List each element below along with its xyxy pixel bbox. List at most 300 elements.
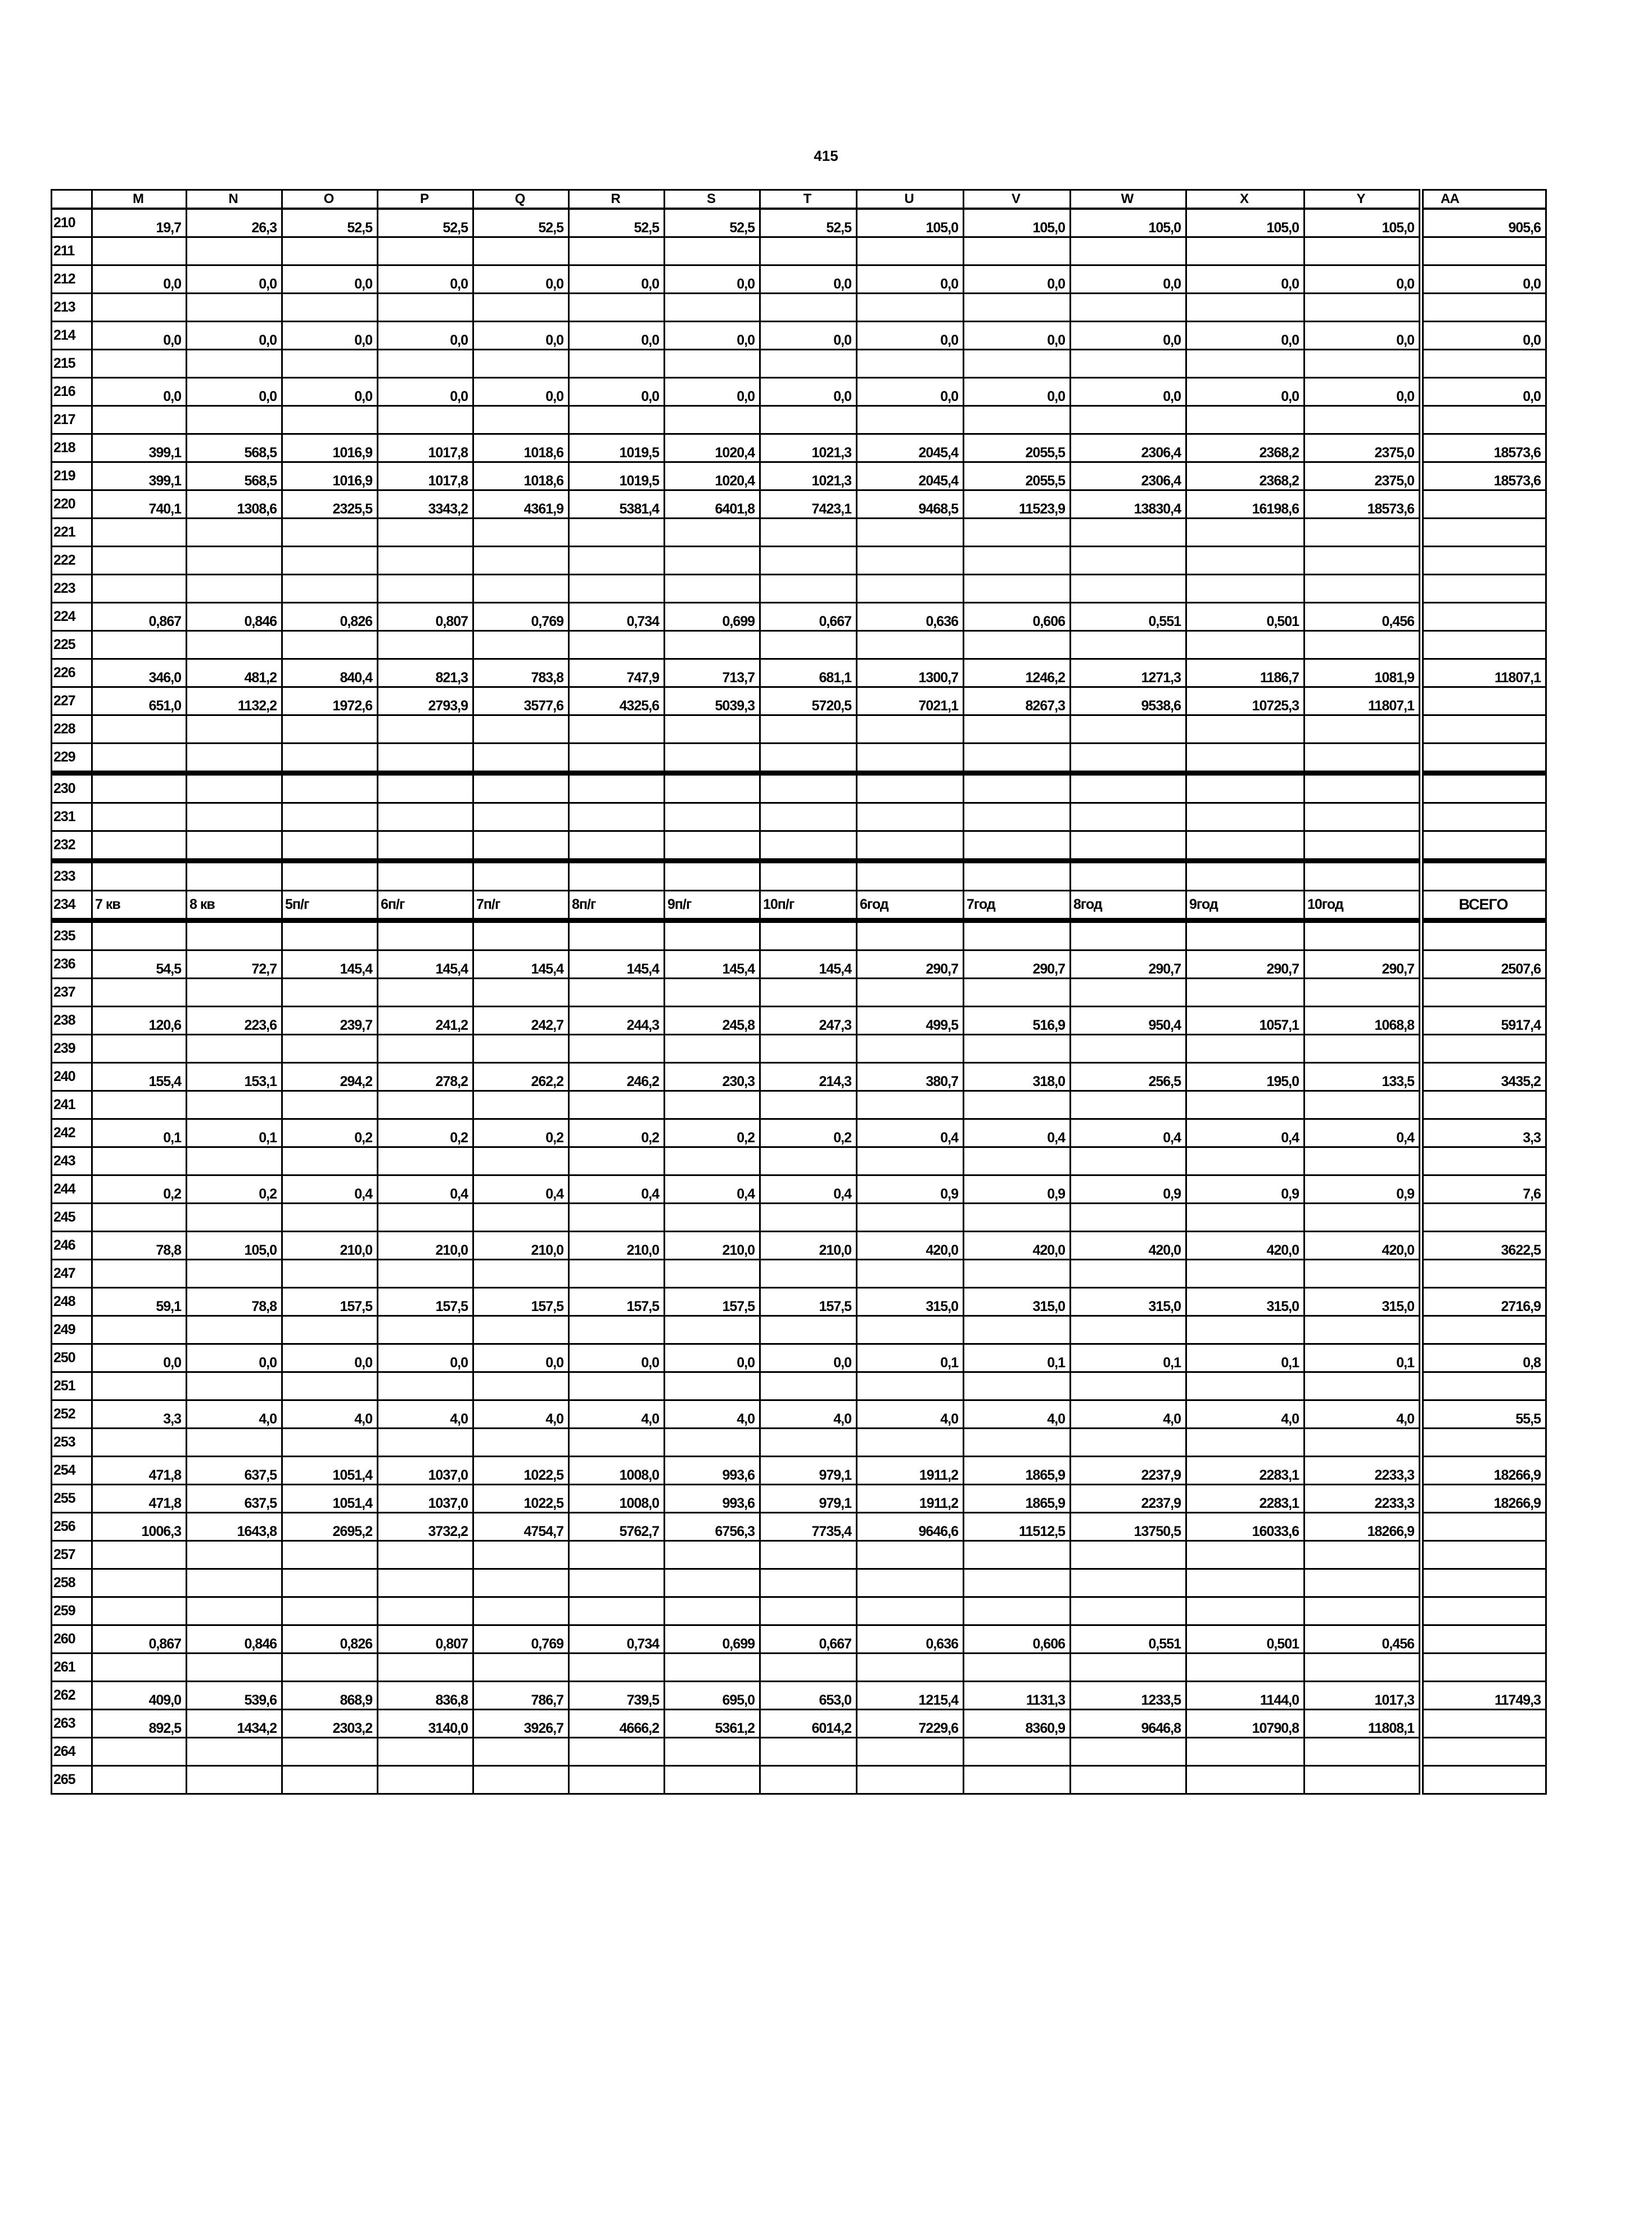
- table-row: [52, 1147, 1546, 1175]
- table-cell: 0,0: [1421, 378, 1546, 406]
- table-cell: 54,5: [92, 950, 187, 979]
- table-cell: 0,0: [964, 378, 1071, 406]
- table-cell: 0,0: [282, 265, 378, 294]
- column-header-row: [52, 190, 1546, 209]
- table-cell: [92, 831, 187, 861]
- row-number: 240: [52, 1063, 92, 1091]
- table-cell: [1305, 1147, 1421, 1175]
- table-cell: 52,5: [282, 209, 378, 237]
- table-cell: [964, 1541, 1071, 1569]
- table-row: [52, 294, 1546, 322]
- table-row: [52, 1063, 1546, 1091]
- table-cell: 18573,6: [1421, 434, 1546, 462]
- table-cell: [857, 1541, 964, 1569]
- table-cell: [92, 1654, 187, 1682]
- table-cell: [282, 631, 378, 659]
- column-header-y: Y: [1305, 190, 1421, 209]
- table-cell: [187, 406, 282, 434]
- table-cell: 105,0: [964, 209, 1071, 237]
- table-cell: [1186, 1597, 1305, 1625]
- table-cell: [378, 1429, 473, 1457]
- table-cell: [473, 1766, 569, 1794]
- table-cell: 4,0: [473, 1400, 569, 1429]
- table-cell: 2375,0: [1305, 462, 1421, 490]
- table-cell: [857, 519, 964, 547]
- table-cell: 0,1: [1186, 1344, 1305, 1372]
- table-row: [52, 631, 1546, 659]
- table-cell: 3732,2: [378, 1513, 473, 1541]
- table-cell: 0,2: [473, 1119, 569, 1147]
- table-cell: 145,4: [378, 950, 473, 979]
- table-cell: [857, 773, 964, 803]
- table-cell: 0,699: [665, 1625, 760, 1654]
- table-cell: [857, 1035, 964, 1063]
- row-number: 230: [52, 773, 92, 803]
- table-cell: 0,0: [1305, 265, 1421, 294]
- table-cell: [187, 1738, 282, 1766]
- table-cell: [378, 979, 473, 1007]
- table-cell: [282, 519, 378, 547]
- table-cell: 1051,4: [282, 1485, 378, 1513]
- table-cell: 420,0: [1071, 1232, 1186, 1260]
- table-cell: 4,0: [964, 1400, 1071, 1429]
- table-cell: [473, 1035, 569, 1063]
- table-cell: [378, 1738, 473, 1766]
- table-cell: [1421, 575, 1546, 603]
- table-row: [52, 1204, 1546, 1232]
- table-cell: 1131,3: [964, 1682, 1071, 1710]
- table-cell: 0,4: [1071, 1119, 1186, 1147]
- table-cell: [473, 631, 569, 659]
- table-cell: [569, 803, 665, 831]
- table-cell: 0,0: [92, 322, 187, 350]
- table-row: [52, 1682, 1546, 1710]
- table-cell: 11512,5: [964, 1513, 1071, 1541]
- table-cell: 1020,4: [665, 434, 760, 462]
- table-cell: [1071, 1316, 1186, 1344]
- table-cell: [92, 1204, 187, 1232]
- table-cell: [760, 1738, 857, 1766]
- table-cell: 0,0: [857, 322, 964, 350]
- table-cell: 0,1: [1305, 1344, 1421, 1372]
- table-cell: 0,0: [1071, 265, 1186, 294]
- table-cell: 210,0: [378, 1232, 473, 1260]
- table-cell: [760, 1569, 857, 1597]
- table-row: [52, 1569, 1546, 1597]
- table-row: [52, 519, 1546, 547]
- table-cell: [857, 1091, 964, 1119]
- table-cell: [1186, 1035, 1305, 1063]
- table-cell: 6п/г: [378, 891, 473, 921]
- table-cell: 0,4: [282, 1175, 378, 1204]
- row-number: 263: [52, 1710, 92, 1738]
- table-row: [52, 831, 1546, 861]
- table-cell: 4,0: [569, 1400, 665, 1429]
- table-cell: 78,8: [187, 1288, 282, 1316]
- table-cell: [187, 575, 282, 603]
- table-cell: [378, 1766, 473, 1794]
- table-cell: 0,9: [964, 1175, 1071, 1204]
- table-cell: 1017,8: [378, 434, 473, 462]
- table-cell: 0,867: [92, 603, 187, 631]
- table-cell: 145,4: [665, 950, 760, 979]
- table-cell: 0,0: [378, 322, 473, 350]
- table-cell: [473, 237, 569, 265]
- table-cell: 7 кв: [92, 891, 187, 921]
- table-cell: 0,769: [473, 603, 569, 631]
- row-number: 239: [52, 1035, 92, 1063]
- table-cell: [1305, 1035, 1421, 1063]
- table-cell: 4,0: [187, 1400, 282, 1429]
- table-cell: 145,4: [282, 950, 378, 979]
- table-cell: 2368,2: [1186, 434, 1305, 462]
- row-number: 262: [52, 1682, 92, 1710]
- table-cell: 1132,2: [187, 687, 282, 715]
- table-cell: [378, 773, 473, 803]
- table-cell: [857, 547, 964, 575]
- table-cell: 4,0: [665, 1400, 760, 1429]
- table-cell: 836,8: [378, 1682, 473, 1710]
- table-cell: [187, 773, 282, 803]
- table-cell: 315,0: [1186, 1288, 1305, 1316]
- table-row: [52, 406, 1546, 434]
- table-cell: [473, 575, 569, 603]
- table-cell: [760, 773, 857, 803]
- table-cell: 11807,1: [1421, 659, 1546, 687]
- row-number: 231: [52, 803, 92, 831]
- table-cell: 145,4: [569, 950, 665, 979]
- table-cell: [187, 350, 282, 378]
- table-cell: [1186, 1091, 1305, 1119]
- table-row: [52, 1316, 1546, 1344]
- table-cell: 0,2: [378, 1119, 473, 1147]
- table-cell: [964, 861, 1071, 891]
- table-cell: [1186, 1569, 1305, 1597]
- table-cell: 120,6: [92, 1007, 187, 1035]
- table-cell: [282, 773, 378, 803]
- table-cell: [282, 861, 378, 891]
- table-cell: [1186, 1204, 1305, 1232]
- table-cell: 0,2: [665, 1119, 760, 1147]
- table-cell: [1071, 921, 1186, 950]
- table-cell: 9п/г: [665, 891, 760, 921]
- column-header-n: N: [187, 190, 282, 209]
- table-cell: [1305, 1372, 1421, 1400]
- table-cell: 783,8: [473, 659, 569, 687]
- row-number: 228: [52, 715, 92, 744]
- table-cell: [665, 921, 760, 950]
- table-cell: [1071, 631, 1186, 659]
- row-number: 215: [52, 350, 92, 378]
- table-cell: [964, 1147, 1071, 1175]
- table-cell: 0,0: [1186, 322, 1305, 350]
- table-cell: [473, 979, 569, 1007]
- table-cell: 9468,5: [857, 490, 964, 519]
- table-cell: 133,5: [1305, 1063, 1421, 1091]
- table-cell: [760, 1766, 857, 1794]
- table-cell: 2233,3: [1305, 1485, 1421, 1513]
- table-cell: 993,6: [665, 1457, 760, 1485]
- table-cell: 7п/г: [473, 891, 569, 921]
- table-cell: [569, 1541, 665, 1569]
- table-cell: [964, 1654, 1071, 1682]
- table-cell: [1305, 1260, 1421, 1288]
- table-cell: [473, 744, 569, 773]
- table-cell: 1018,6: [473, 462, 569, 490]
- table-cell: [1421, 519, 1546, 547]
- table-cell: [187, 979, 282, 1007]
- table-cell: [665, 1035, 760, 1063]
- table-cell: [282, 1035, 378, 1063]
- row-number: 222: [52, 547, 92, 575]
- table-cell: 0,0: [378, 378, 473, 406]
- table-cell: [1305, 1569, 1421, 1597]
- table-cell: 0,2: [187, 1175, 282, 1204]
- table-cell: 4,0: [1186, 1400, 1305, 1429]
- table-cell: [760, 715, 857, 744]
- table-cell: [569, 744, 665, 773]
- table-row: [52, 1541, 1546, 1569]
- table-cell: [187, 1316, 282, 1344]
- table-cell: [1421, 921, 1546, 950]
- table-cell: [1305, 519, 1421, 547]
- table-cell: 0,0: [964, 322, 1071, 350]
- table-cell: 2233,3: [1305, 1457, 1421, 1485]
- table-cell: 1643,8: [187, 1513, 282, 1541]
- table-row: [52, 921, 1546, 950]
- table-cell: [665, 1091, 760, 1119]
- table-cell: [569, 1738, 665, 1766]
- table-cell: [964, 1429, 1071, 1457]
- table-cell: 5361,2: [665, 1710, 760, 1738]
- table-cell: 568,5: [187, 434, 282, 462]
- table-cell: 0,826: [282, 603, 378, 631]
- table-cell: 2055,5: [964, 434, 1071, 462]
- row-number: 223: [52, 575, 92, 603]
- table-cell: 0,0: [187, 322, 282, 350]
- table-cell: [665, 1738, 760, 1766]
- table-cell: [1421, 1513, 1546, 1541]
- table-cell: [187, 1204, 282, 1232]
- table-cell: 239,7: [282, 1007, 378, 1035]
- table-cell: 241,2: [378, 1007, 473, 1035]
- table-cell: [1071, 1569, 1186, 1597]
- table-cell: [1071, 715, 1186, 744]
- table-cell: [964, 803, 1071, 831]
- table-cell: [378, 519, 473, 547]
- table-cell: [282, 1204, 378, 1232]
- table-cell: [760, 979, 857, 1007]
- table-cell: 0,0: [569, 378, 665, 406]
- row-number: 245: [52, 1204, 92, 1232]
- table-cell: 242,7: [473, 1007, 569, 1035]
- table-row: [52, 1766, 1546, 1794]
- table-cell: [665, 1316, 760, 1344]
- table-cell: [665, 861, 760, 891]
- table-cell: 0,2: [569, 1119, 665, 1147]
- table-row: [52, 1738, 1546, 1766]
- table-cell: [964, 1569, 1071, 1597]
- row-number: 257: [52, 1541, 92, 1569]
- table-cell: [760, 1597, 857, 1625]
- table-cell: [1421, 803, 1546, 831]
- table-cell: 1144,0: [1186, 1682, 1305, 1710]
- table-cell: [473, 1260, 569, 1288]
- table-cell: [1421, 1625, 1546, 1654]
- table-cell: [665, 1569, 760, 1597]
- table-cell: 0,456: [1305, 603, 1421, 631]
- table-cell: [473, 803, 569, 831]
- table-cell: 1865,9: [964, 1457, 1071, 1485]
- table-cell: [857, 861, 964, 891]
- table-cell: [1071, 1204, 1186, 1232]
- table-cell: 3,3: [92, 1400, 187, 1429]
- table-cell: 1016,9: [282, 462, 378, 490]
- table-cell: [760, 831, 857, 861]
- table-cell: 11749,3: [1421, 1682, 1546, 1710]
- table-cell: [857, 1654, 964, 1682]
- table-row: [52, 575, 1546, 603]
- table-cell: 740,1: [92, 490, 187, 519]
- table-cell: [378, 631, 473, 659]
- table-cell: [187, 715, 282, 744]
- table-cell: [282, 1372, 378, 1400]
- table-cell: 471,8: [92, 1457, 187, 1485]
- table-cell: 195,0: [1186, 1063, 1305, 1091]
- table-cell: 8 кв: [187, 891, 282, 921]
- row-number: 214: [52, 322, 92, 350]
- table-cell: [282, 803, 378, 831]
- table-cell: [857, 1204, 964, 1232]
- table-cell: 420,0: [964, 1232, 1071, 1260]
- table-cell: [187, 1429, 282, 1457]
- table-row: [52, 265, 1546, 294]
- row-number: 261: [52, 1654, 92, 1682]
- table-cell: [760, 1316, 857, 1344]
- table-cell: 1017,3: [1305, 1682, 1421, 1710]
- table-cell: [857, 1429, 964, 1457]
- table-cell: 0,0: [282, 322, 378, 350]
- table-cell: [857, 1316, 964, 1344]
- table-row: [52, 350, 1546, 378]
- table-cell: [569, 1204, 665, 1232]
- table-cell: 157,5: [760, 1288, 857, 1316]
- row-number: 253: [52, 1429, 92, 1457]
- table-cell: [1186, 803, 1305, 831]
- table-cell: 247,3: [760, 1007, 857, 1035]
- table-cell: 0,2: [92, 1175, 187, 1204]
- table-cell: [569, 547, 665, 575]
- table-cell: [1071, 1597, 1186, 1625]
- column-header-u: U: [857, 190, 964, 209]
- table-cell: 1081,9: [1305, 659, 1421, 687]
- row-number: 250: [52, 1344, 92, 1372]
- table-cell: 2695,2: [282, 1513, 378, 1541]
- row-number: 260: [52, 1625, 92, 1654]
- table-cell: [1421, 237, 1546, 265]
- table-cell: 4,0: [760, 1400, 857, 1429]
- table-cell: [569, 631, 665, 659]
- table-cell: 0,4: [964, 1119, 1071, 1147]
- table-cell: 0,0: [665, 265, 760, 294]
- table-cell: 2368,2: [1186, 462, 1305, 490]
- table-row: [52, 547, 1546, 575]
- table-cell: [1421, 294, 1546, 322]
- table-cell: 0,667: [760, 1625, 857, 1654]
- table-cell: 0,4: [1186, 1119, 1305, 1147]
- row-number: 212: [52, 265, 92, 294]
- table-cell: [473, 1541, 569, 1569]
- table-cell: 246,2: [569, 1063, 665, 1091]
- table-cell: [92, 715, 187, 744]
- table-cell: [1186, 1429, 1305, 1457]
- table-cell: [1071, 294, 1186, 322]
- table-cell: 3577,6: [473, 687, 569, 715]
- table-cell: [378, 1147, 473, 1175]
- table-cell: 4361,9: [473, 490, 569, 519]
- table-cell: [92, 1260, 187, 1288]
- table-cell: 315,0: [857, 1288, 964, 1316]
- table-cell: [1186, 1766, 1305, 1794]
- table-cell: [857, 715, 964, 744]
- table-cell: 0,636: [857, 603, 964, 631]
- table-cell: 739,5: [569, 1682, 665, 1710]
- table-cell: 1020,4: [665, 462, 760, 490]
- table-cell: [569, 1316, 665, 1344]
- table-cell: 262,2: [473, 1063, 569, 1091]
- table-cell: [378, 406, 473, 434]
- table-cell: [569, 294, 665, 322]
- table-cell: [92, 1316, 187, 1344]
- row-number: 242: [52, 1119, 92, 1147]
- table-cell: [1305, 1091, 1421, 1119]
- table-cell: 1186,7: [1186, 659, 1305, 687]
- table-cell: [473, 1091, 569, 1119]
- table-cell: [1421, 1597, 1546, 1625]
- table-cell: [1186, 861, 1305, 891]
- table-cell: [1186, 1260, 1305, 1288]
- table-cell: [665, 1654, 760, 1682]
- table-cell: [378, 1035, 473, 1063]
- table-cell: [92, 1766, 187, 1794]
- table-cell: 10790,8: [1186, 1710, 1305, 1738]
- table-cell: [92, 406, 187, 434]
- table-cell: [665, 350, 760, 378]
- table-row: [52, 1175, 1546, 1204]
- table-cell: 5381,4: [569, 490, 665, 519]
- table-cell: 1215,4: [857, 1682, 964, 1710]
- table-cell: [1071, 575, 1186, 603]
- table-cell: [964, 1204, 1071, 1232]
- row-number: 259: [52, 1597, 92, 1625]
- table-cell: 315,0: [1305, 1288, 1421, 1316]
- table-cell: [1421, 547, 1546, 575]
- table-cell: [1186, 1147, 1305, 1175]
- table-cell: [378, 1091, 473, 1119]
- table-row: [52, 659, 1546, 687]
- table-cell: 0,0: [665, 322, 760, 350]
- table-cell: 145,4: [473, 950, 569, 979]
- table-cell: 290,7: [1071, 950, 1186, 979]
- table-cell: [187, 1766, 282, 1794]
- table-cell: [964, 1597, 1071, 1625]
- table-cell: [1305, 1654, 1421, 1682]
- table-cell: [1071, 773, 1186, 803]
- table-cell: 155,4: [92, 1063, 187, 1091]
- table-cell: 290,7: [1186, 950, 1305, 979]
- table-cell: 1017,8: [378, 462, 473, 490]
- table-cell: [378, 1569, 473, 1597]
